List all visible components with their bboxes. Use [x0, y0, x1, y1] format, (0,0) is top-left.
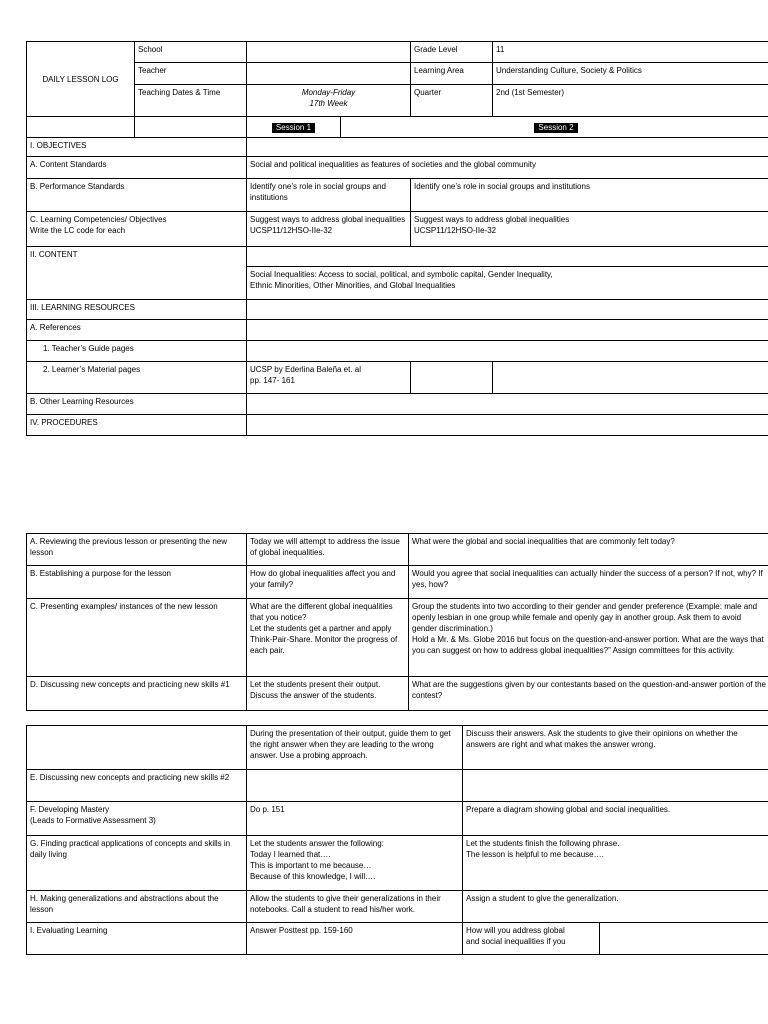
procedures-table-part-2 — [26, 725, 768, 955]
developing-mastery-label: F. Developing Mastery (Leads to Formative Assessment 3) — [27, 802, 247, 836]
blank-cell — [411, 362, 493, 394]
procedures-heading: IV. PROCEDURES — [27, 415, 247, 436]
continued-session-1: During the presentation of their output, guide them to get the right answer when they are leading to the wrong answer. Use a probing approach. — [247, 726, 463, 770]
presenting-examples-session-1: What are the different global inequalities that you notice? Let the students get a partner and apply Think-Pair-Share. Monitor the progress of each pair. — [247, 599, 409, 677]
practical-applications-label: G. Finding practical applications of concepts and skills in daily living — [27, 836, 247, 891]
continued-session-2: Discuss their answers. Ask the students to give their opinions on whether the answers are right and what makes the answer wrong. — [463, 726, 768, 770]
blank-cell — [27, 117, 135, 138]
blank-cell — [247, 394, 768, 415]
learners-material-label: 2. Learner’s Material pages — [27, 362, 247, 394]
content-value: Social Inequalities: Access to social, political, and symbolic capital, Gender Inequality, Ethnic Minorities, Other Minorities, and Global Inequalities — [247, 267, 768, 300]
blank-cell — [493, 362, 768, 394]
learning-area-value: Understanding Culture, Society & Politics — [493, 63, 768, 85]
grade-level-label: Grade Level — [411, 42, 493, 63]
blank-cell — [247, 770, 463, 802]
evaluating-learning-label: I. Evaluating Learning — [27, 923, 247, 955]
blank-cell — [135, 117, 247, 138]
session-1-header: Session 1 — [247, 117, 341, 138]
references-label: A. References — [27, 320, 247, 341]
learning-area-label: Learning Area — [411, 63, 493, 85]
lesson-log-header-table — [26, 41, 768, 436]
teaching-dates-label: Teaching Dates & Time — [135, 85, 247, 117]
establishing-purpose-session-2: Would you agree that social inequalities can actually hinder the success of a person? If not, why? If yes, how? — [409, 566, 768, 599]
blank-cell — [247, 138, 768, 157]
discussing-concepts-2-label: E. Discussing new concepts and practicing new skills #2 — [27, 770, 247, 802]
performance-standards-label: B. Performance Standards — [27, 179, 247, 212]
blank-cell — [247, 300, 768, 320]
dates-week: 17th Week — [309, 99, 348, 108]
content-standards-label: A. Content Standards — [27, 157, 247, 179]
content-heading: II. CONTENT — [27, 247, 247, 300]
blank-cell — [463, 770, 768, 802]
evaluating-learning-session-1: Answer Posttest pp. 159-160 — [247, 923, 463, 955]
blank-cell — [247, 341, 768, 362]
learning-competencies-session-2: Suggest ways to address global inequalities UCSP11/12HSO-IIe-32 — [411, 212, 768, 247]
reviewing-lesson-label: A. Reviewing the previous lesson or presenting the new lesson — [27, 534, 247, 566]
discussing-concepts-1-label: D. Discussing new concepts and practicing new skills #1 — [27, 677, 247, 711]
learning-competencies-session-1: Suggest ways to address global inequalities UCSP11/12HSO-IIe-32 — [247, 212, 411, 247]
establishing-purpose-label: B. Establishing a purpose for the lesson — [27, 566, 247, 599]
other-resources-label: B. Other Learning Resources — [27, 394, 247, 415]
reviewing-lesson-session-1: Today we will attempt to address the issue of global inequalities. — [247, 534, 409, 566]
blank-cell — [247, 247, 768, 267]
evaluating-learning-session-2: How will you address global and social inequalities if you — [463, 923, 600, 955]
dates-days: Monday-Friday — [301, 88, 356, 97]
procedures-table-part-1 — [26, 533, 768, 711]
dll-title: DAILY LESSON LOG — [27, 42, 135, 117]
practical-applications-session-2: Let the students finish the following phrase. The lesson is helpful to me because…. — [463, 836, 768, 891]
school-value — [247, 42, 411, 63]
grade-level-value: 11 — [493, 42, 768, 63]
learning-competencies-label: C. Learning Competencies/ Objectives Write the LC code for each — [27, 212, 247, 247]
blank-cell — [247, 415, 768, 436]
objectives-heading: I. OBJECTIVES — [27, 138, 247, 157]
generalizations-session-1: Allow the students to give their generalizations in their notebooks. Call a student to read his/her work. — [247, 891, 463, 923]
school-label: School — [135, 42, 247, 63]
presenting-examples-label: C. Presenting examples/ instances of the new lesson — [27, 599, 247, 677]
learners-material-value: UCSP by Ederlina Baleña et. al pp. 147- 161 — [247, 362, 411, 394]
teacher-label: Teacher — [135, 63, 247, 85]
session-2-header: Session 2 — [341, 117, 768, 138]
discussing-concepts-1-session-1: Let the students present their output. Discuss the answer of the students. — [247, 677, 409, 711]
practical-applications-session-1: Let the students answer the following: Today I learned that…. This is important to me because… Because of this knowledge, I will…. — [247, 836, 463, 891]
blank-cell — [27, 726, 247, 770]
establishing-purpose-session-1: How do global inequalities affect you and your family? — [247, 566, 409, 599]
generalizations-session-2: Assign a student to give the generalization. — [463, 891, 768, 923]
teachers-guide-label: 1. Teacher’s Guide pages — [27, 341, 247, 362]
presenting-examples-session-2: Group the students into two according to their gender and gender preference (Example: male and openly lesbian in one group while female and openly gay in another group. Ask them to avoid gender discrimination.) Hold a Mr. & Ms. Globe 2016 but focus on the question-and-answer portion. What are the ways that you can suggest on how to address global inequalities?” Assign committees for this activity. — [409, 599, 768, 677]
performance-standards-session-1: Identify one’s role in social groups and institutions — [247, 179, 411, 212]
generalizations-label: H. Making generalizations and abstractions about the lesson — [27, 891, 247, 923]
discussing-concepts-1-session-2: What are the suggestions given by our contestants based on the question-and-answer portion of the contest? — [409, 677, 768, 711]
quarter-label: Quarter — [411, 85, 493, 117]
blank-cell — [247, 320, 768, 341]
developing-mastery-session-1: Do p. 151 — [247, 802, 463, 836]
blank-cell — [600, 923, 768, 955]
teaching-dates-value — [247, 85, 411, 117]
teacher-value — [247, 63, 411, 85]
performance-standards-session-2: Identify one’s role in social groups and institutions — [411, 179, 768, 212]
learning-resources-heading: III. LEARNING RESOURCES — [27, 300, 247, 320]
reviewing-lesson-session-2: What were the global and social inequalities that are commonly felt today? — [409, 534, 768, 566]
developing-mastery-session-2: Prepare a diagram showing global and social inequalities. — [463, 802, 768, 836]
content-standards-value: Social and political inequalities as features of societies and the global community — [247, 157, 768, 179]
quarter-value: 2nd (1st Semester) — [493, 85, 768, 117]
